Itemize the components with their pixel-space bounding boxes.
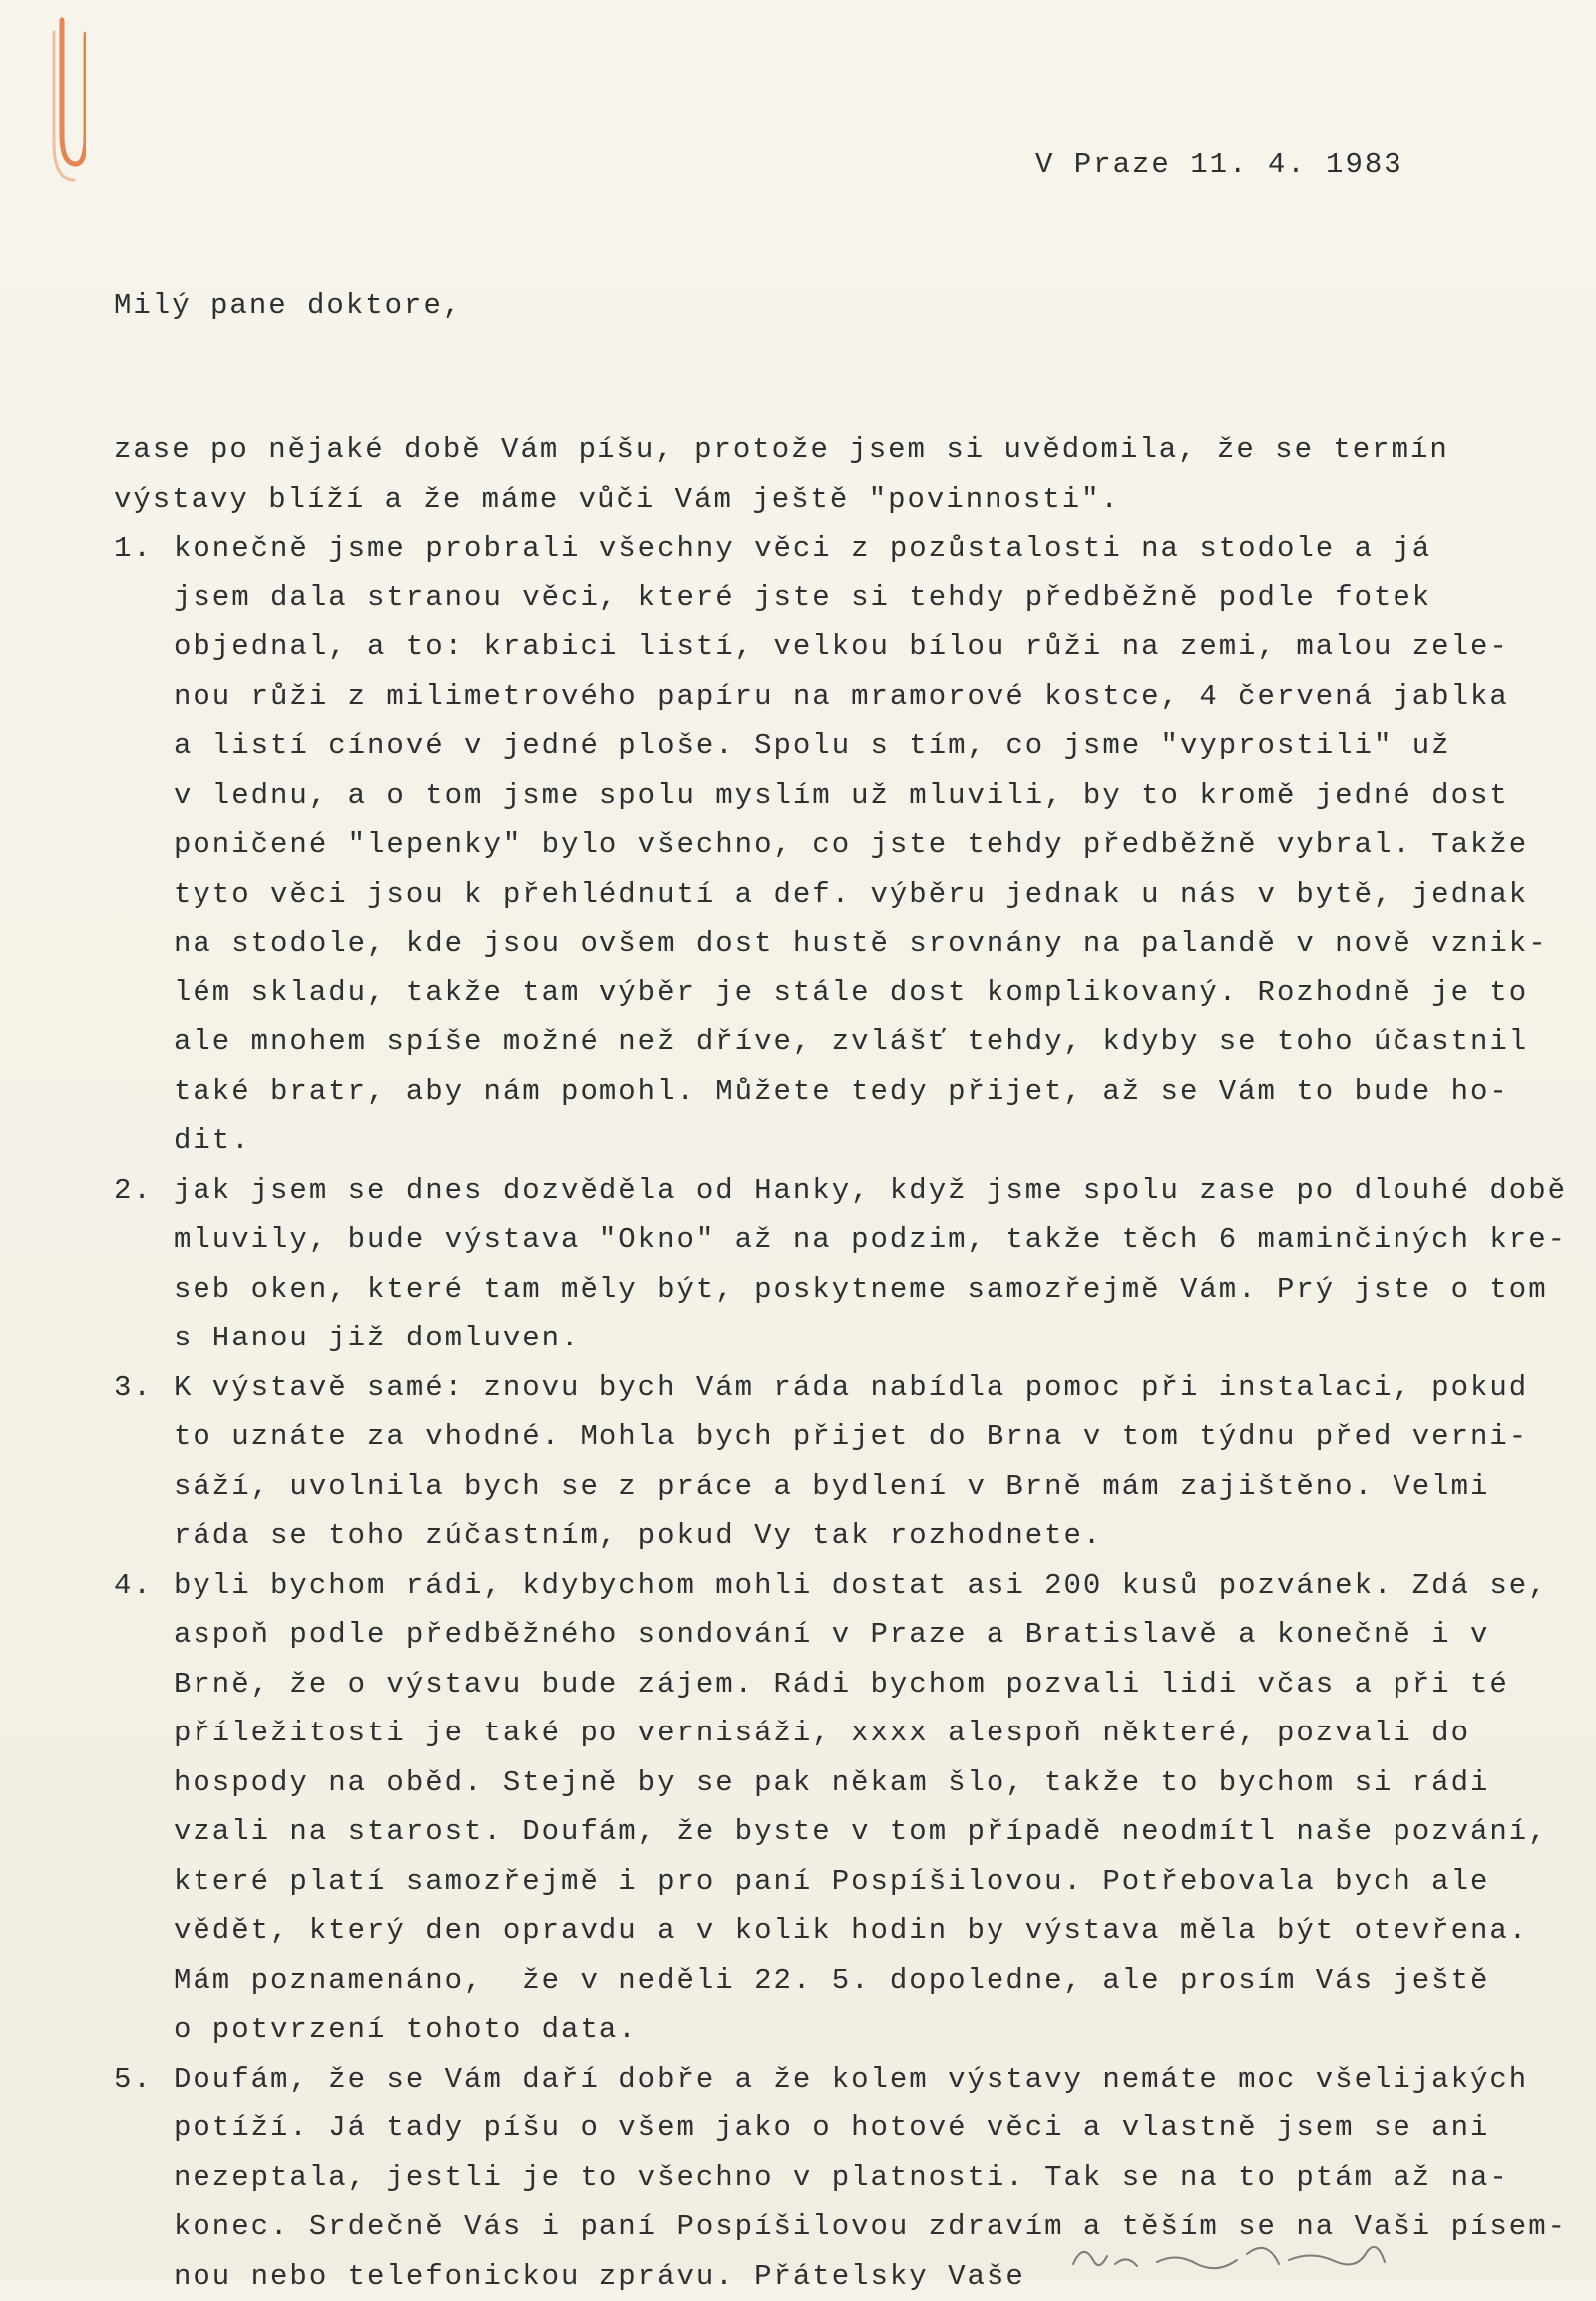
list-item-line — [114, 2005, 1560, 2055]
paper-clip-icon — [42, 14, 86, 184]
list-item-text: poničené "lepenky" bylo všechno, co jste tehdy předběžně vybral. Takže — [174, 828, 1528, 861]
list-item-line — [114, 1215, 1560, 1265]
list-item-text: seb oken, které tam měly být, poskytneme samozřejmě Vám. Prý jste o tom — [174, 1273, 1548, 1306]
handwritten-signature — [1067, 2234, 1406, 2280]
list-item-line — [114, 1166, 1560, 1216]
list-item-text: jak jsem se dnes dozvěděla od Hanky, když jsme spolu zase po dlouhé době — [174, 1174, 1567, 1207]
list-item-line — [114, 1610, 1560, 1660]
list-item-text: jsem dala stranou věci, které jste si tehdy předběžně podle fotek — [174, 581, 1431, 614]
list-item-text: K výstavě samé: znovu bych Vám ráda nabídla pomoc při instalaci, pokud — [174, 1371, 1528, 1404]
list-item-number: 2. — [114, 1166, 174, 1216]
letter-date: V Praze 11. 4. 1983 — [1035, 148, 1403, 181]
list-item-text: byli bychom rádi, kdybychom mohli dostat asi 200 kusů pozvánek. Zdá se, — [174, 1569, 1548, 1602]
list-item-line — [114, 1511, 1560, 1561]
list-item-text: vědět, který den opravdu a v kolik hodin by výstava měla být otevřena. — [174, 1914, 1528, 1947]
list-item-line — [114, 2104, 1560, 2153]
list-item-text: s Hanou již domluven. — [174, 1322, 580, 1354]
list-item-line — [114, 1116, 1560, 1166]
list-item-line — [114, 2055, 1560, 2105]
numbered-list — [114, 524, 1560, 2301]
list-item-text: aspoň podle předběžného sondování v Praze a Bratislavě a konečně i v — [174, 1618, 1489, 1651]
list-item-text: na stodole, kde jsou ovšem dost hustě srovnány na palandě v nově vznik- — [174, 927, 1548, 959]
list-item-text: nezeptala, jestli je to všechno v platnosti. Tak se na to ptám až na- — [174, 2161, 1509, 2194]
list-item-text: mluvily, bude výstava "Okno" až na podzim, takže těch 6 maminčiných kre- — [174, 1223, 1567, 1256]
list-item-line — [114, 1363, 1560, 1413]
list-item-line — [114, 1017, 1560, 1067]
list-item-line — [114, 1462, 1560, 1512]
letter-salutation: Milý pane doktore, — [114, 289, 462, 322]
list-item-text: v lednu, a o tom jsme spolu myslím už mluvili, by to kromě jedné dost — [174, 779, 1509, 812]
list-item-line — [114, 1857, 1560, 1907]
list-item-text: o potvrzení tohoto data. — [174, 2013, 638, 2046]
list-item-line — [114, 968, 1560, 1018]
list-item-line — [114, 1709, 1560, 1758]
list-item-line — [114, 1314, 1560, 1363]
list-item-number: 1. — [114, 524, 174, 574]
list-item-line — [114, 1067, 1560, 1117]
list-item-text: příležitosti je také po vernisáži, xxxx alespoň některé, pozvali do — [174, 1717, 1470, 1749]
letter-body — [114, 425, 1560, 2301]
list-item-line — [114, 524, 1560, 574]
list-item-line — [114, 870, 1560, 920]
list-item-text: ale mnohem spíše možné než dříve, zvlášť tehdy, kdyby se toho účastnil — [174, 1025, 1528, 1058]
list-item-line — [114, 1660, 1560, 1710]
intro-line: výstavy blíží a že máme vůči Vám ještě "povinnosti". — [114, 475, 1560, 525]
list-item-line — [114, 1807, 1560, 1857]
list-item-text: Mám poznamenáno, že v neděli 22. 5. dopoledne, ale prosím Vás ještě — [174, 1964, 1489, 1997]
list-item-text: hospody na oběd. Stejně by se pak někam šlo, takže to bychom si rádi — [174, 1766, 1489, 1799]
list-item-text: nou růži z milimetrového papíru na mramorové kostce, 4 červená jablka — [174, 680, 1509, 713]
list-item-text: sáží, uvolnila bych se z práce a bydlení v Brně mám zajištěno. Velmi — [174, 1470, 1489, 1503]
list-item-line — [114, 672, 1560, 722]
list-item-line — [114, 1758, 1560, 1808]
list-item-line — [114, 721, 1560, 771]
list-item-text: nou nebo telefonickou zprávu. Přátelsky Vaše — [174, 2260, 1025, 2293]
list-item-line — [114, 622, 1560, 672]
list-item-text: ráda se toho zúčastním, pokud Vy tak rozhodnete. — [174, 1519, 1102, 1552]
list-item-line — [114, 1906, 1560, 1956]
list-item-text: konec. Srdečně Vás i paní Pospíšilovou zdravím a těším se na Vaši písem- — [174, 2210, 1567, 2243]
list-item-line — [114, 1956, 1560, 2006]
list-item-line — [114, 820, 1560, 870]
list-item-text: které platí samozřejmě i pro paní Pospíšilovou. Potřebovala bych ale — [174, 1865, 1489, 1898]
list-item-number: 3. — [114, 1363, 174, 1413]
list-item-text: vzali na starost. Doufám, že byste v tom případě neodmítl naše pozvání, — [174, 1815, 1548, 1848]
list-item-line — [114, 1561, 1560, 1611]
list-item-line — [114, 1265, 1560, 1315]
list-item-text: také bratr, aby nám pomohl. Můžete tedy přijet, až se Vám to bude ho- — [174, 1075, 1509, 1108]
intro-line: zase po nějaké době Vám píšu, protože jsem si uvědomila, že se termín — [114, 425, 1560, 475]
list-item-number: 5. — [114, 2055, 174, 2105]
list-item-text: to uznáte za vhodné. Mohla bych přijet do Brna v tom týdnu před verni- — [174, 1420, 1528, 1453]
list-item-text: Brně, že o výstavu bude zájem. Rádi bychom pozvali lidi včas a při té — [174, 1668, 1509, 1701]
list-item-line — [114, 574, 1560, 623]
list-item-line — [114, 2153, 1560, 2203]
list-item-line — [114, 1412, 1560, 1462]
list-item-text: objednal, a to: krabici listí, velkou bílou růži na zemi, malou zele- — [174, 630, 1509, 663]
list-item-text: lém skladu, takže tam výběr je stále dost komplikovaný. Rozhodně je to — [174, 976, 1528, 1009]
list-item-text: Doufám, že se Vám daří dobře a že kolem výstavy nemáte moc všelijakých — [174, 2063, 1528, 2096]
list-item-line — [114, 919, 1560, 968]
list-item-text: dit. — [174, 1124, 251, 1157]
list-item-text: konečně jsme probrali všechny věci z pozůstalosti na stodole a já — [174, 532, 1431, 565]
list-item-number: 4. — [114, 1561, 174, 1611]
list-item-text: potíží. Já tady píšu o všem jako o hotové věci a vlastně jsem se ani — [174, 2111, 1489, 2144]
list-item-line — [114, 771, 1560, 821]
list-item-text: tyto věci jsou k přehlédnutí a def. výběru jednak u nás v bytě, jednak — [174, 878, 1528, 911]
list-item-text: a listí cínové v jedné ploše. Spolu s tím, co jsme "vyprostili" už — [174, 729, 1451, 762]
